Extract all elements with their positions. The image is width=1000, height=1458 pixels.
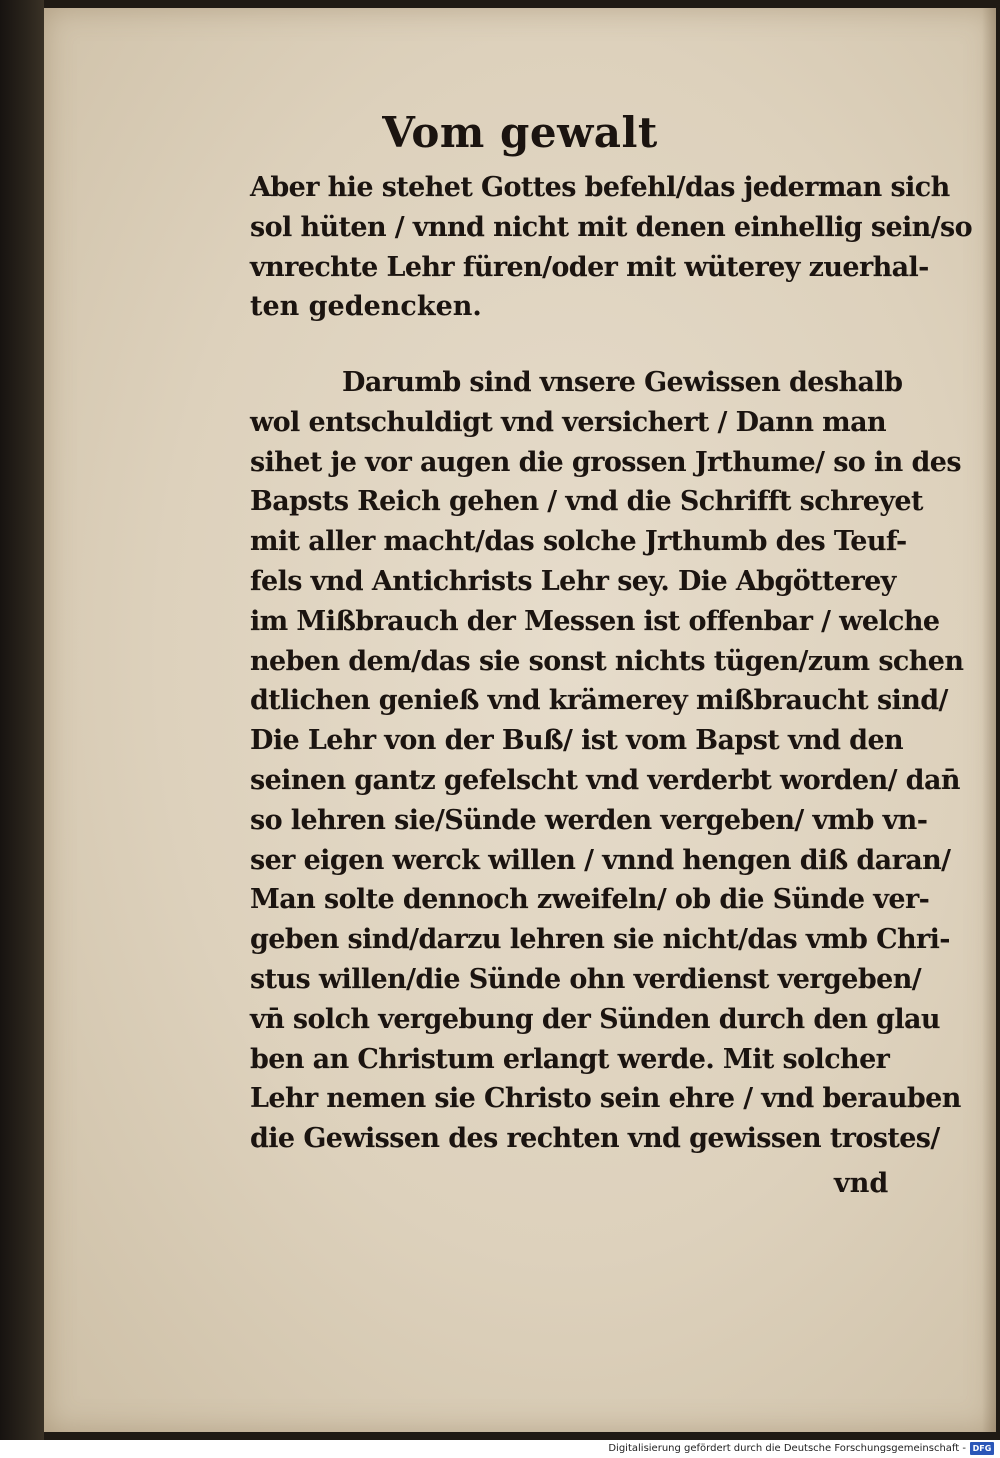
text-line: ten gedencken. bbox=[250, 291, 482, 323]
paragraph-2 bbox=[250, 363, 964, 1159]
text-line: Man solte dennoch zweifeln/ ob die Sünde ver- bbox=[250, 884, 930, 916]
text-line: vnrechte Lehr füren/oder mit wüterey zuerhal- bbox=[250, 251, 929, 283]
page-edge-shadow bbox=[982, 8, 996, 1432]
text-line: stus willen/die Sünde ohn verdienst vergeben/ bbox=[250, 963, 921, 995]
text-line: seinen gantz gefelscht vnd verderbt worden/ dan̄ bbox=[250, 764, 960, 796]
dfg-logo: DFG bbox=[970, 1442, 994, 1455]
text-line: die Gewissen des rechten vnd gewissen trostes/ bbox=[250, 1123, 940, 1155]
running-head: Vom gewalt bbox=[382, 108, 658, 157]
footer-credit: Digitalisierung gefördert durch die Deutsche Forschungsgemeinschaft - bbox=[608, 1443, 966, 1454]
text-line: Darumb sind vnsere Gewissen deshalb bbox=[342, 367, 903, 398]
text-line: neben dem/das sie sonst nichts tügen/zum schen bbox=[250, 645, 964, 677]
text-line: dtlichen genieß vnd krämerey mißbraucht sind/ bbox=[250, 685, 948, 717]
paragraph-1 bbox=[250, 168, 972, 327]
text-line: geben sind/darzu lehren sie nicht/das vmb Chri- bbox=[250, 924, 950, 956]
text-line: ben an Christum erlangt werde. Mit solcher bbox=[250, 1043, 890, 1075]
text-line: ser eigen werck willen / vnnd hengen diß daran/ bbox=[250, 844, 951, 876]
text-line: vn̄ solch vergebung der Sünden durch den glau bbox=[250, 1003, 940, 1035]
text-line: Lehr nemen sie Christo sein ehre / vnd berauben bbox=[250, 1083, 961, 1115]
text-line: Bapsts Reich gehen / vnd die Schrifft schreyet bbox=[250, 486, 923, 518]
text-line: Die Lehr von der Buß/ ist vom Bapst vnd den bbox=[250, 725, 904, 757]
text-line: sihet je vor augen die grossen Jrthume/ so in des bbox=[250, 446, 961, 478]
text-line: Aber hie stehet Gottes befehl/das jederman sich bbox=[250, 172, 950, 203]
text-line: wol entschuldigt vnd versichert / Dann man bbox=[250, 406, 887, 438]
catchword: vnd bbox=[834, 1168, 889, 1199]
text-line: sol hüten / vnnd nicht mit denen einhellig sein/so bbox=[250, 211, 972, 243]
book-binding bbox=[0, 0, 44, 1440]
text-line: im Mißbrauch der Messen ist offenbar / welche bbox=[250, 605, 940, 637]
text-line: mit aller macht/das solche Jrthumb des Teuf- bbox=[250, 526, 907, 558]
text-line: fels vnd Antichrists Lehr sey. Die Abgötterey bbox=[250, 565, 896, 597]
book-page bbox=[44, 8, 996, 1432]
text-line: so lehren sie/Sünde werden vergeben/ vmb vn- bbox=[250, 804, 928, 836]
